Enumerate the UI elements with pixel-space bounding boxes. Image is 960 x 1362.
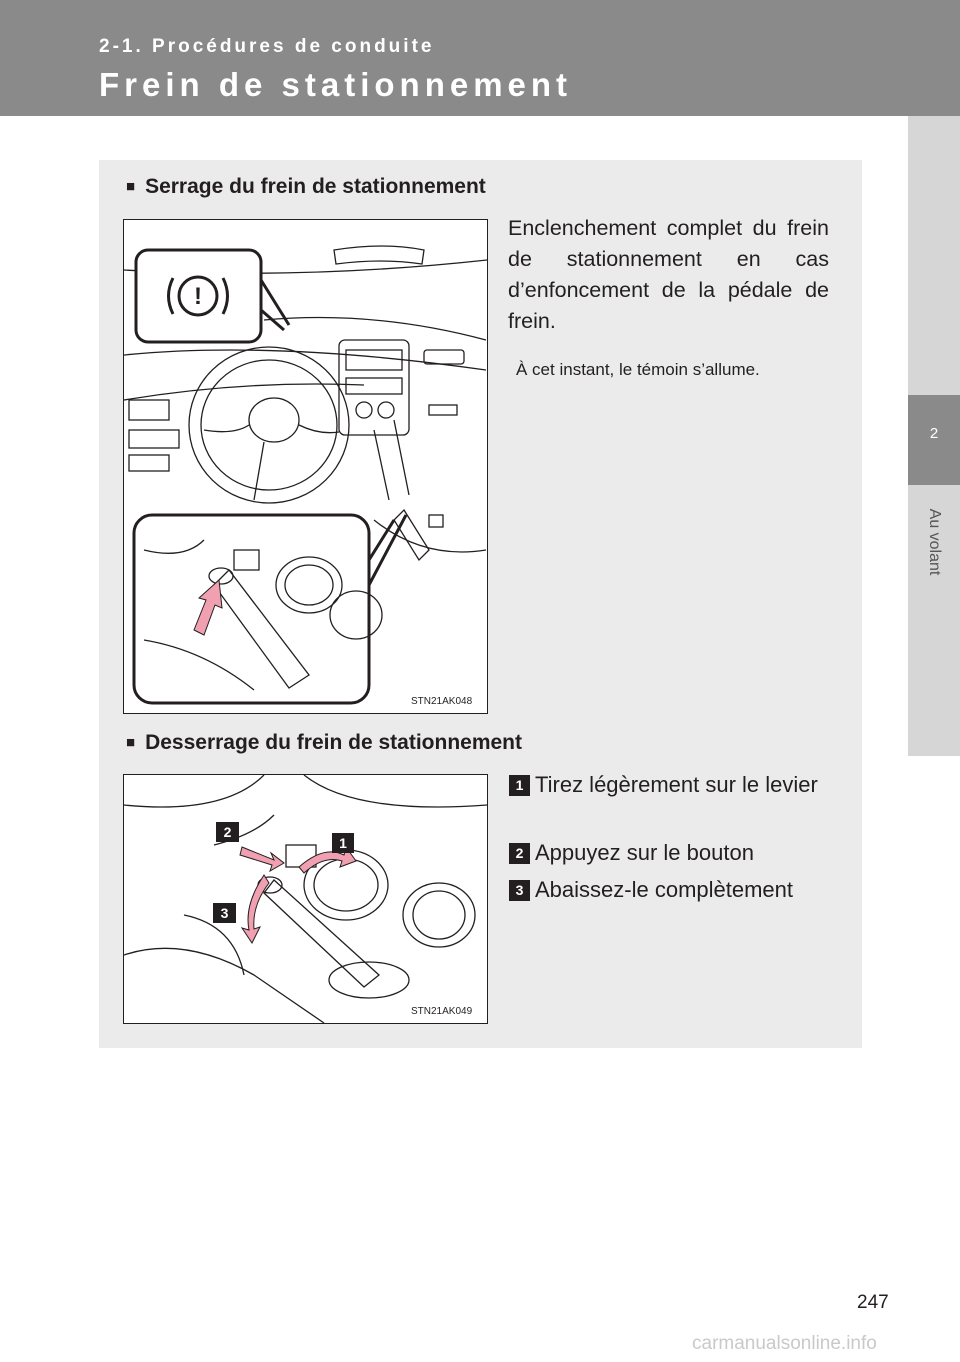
lever-illustration — [124, 775, 487, 1023]
page-title: Frein de stationnement — [99, 66, 573, 103]
figure-badge-3: 3 — [220, 905, 229, 921]
page-number: 247 — [857, 1292, 889, 1313]
warning-exclamation: ! — [194, 283, 202, 310]
chapter-number: 2 — [908, 395, 960, 485]
release-heading: ■ Desserrage du frein de stationnement — [126, 731, 522, 754]
apply-figure — [123, 219, 488, 714]
step-number-badge: 2 — [509, 843, 530, 864]
step-text: Appuyez sur le bouton — [535, 840, 754, 865]
section-label: 2-1. Procédures de conduite — [99, 36, 435, 57]
figure-badge-1: 1 — [339, 835, 347, 851]
square-bullet-icon: ■ — [126, 734, 136, 751]
watermark: carmanualsonline.info — [692, 1333, 877, 1354]
step-2 — [509, 838, 829, 868]
chapter-label: Au volant — [926, 508, 943, 576]
step-3 — [509, 875, 829, 905]
apply-note: À cet instant, le témoin s’allume. — [516, 360, 760, 379]
step-number-badge: 3 — [509, 880, 530, 901]
figure-badge-2: 2 — [223, 824, 232, 840]
step-number-badge: 1 — [509, 775, 530, 796]
dashboard-illustration — [124, 220, 487, 713]
figure-code: STN21AK049 — [411, 1006, 473, 1017]
figure-code: STN21AK048 — [411, 696, 473, 707]
square-bullet-icon: ■ — [126, 178, 136, 195]
apply-body-text: Enclenchement complet du frein de stationnement en cas d’enfoncement de la pédale de frein. — [508, 216, 829, 333]
step-text: Tirez légèrement sur le levier — [535, 772, 818, 797]
step-1 — [509, 770, 829, 800]
step-text: Abaissez-le complètement — [535, 877, 794, 902]
apply-heading: ■ Serrage du frein de stationnement — [126, 175, 486, 198]
release-figure — [123, 774, 488, 1024]
